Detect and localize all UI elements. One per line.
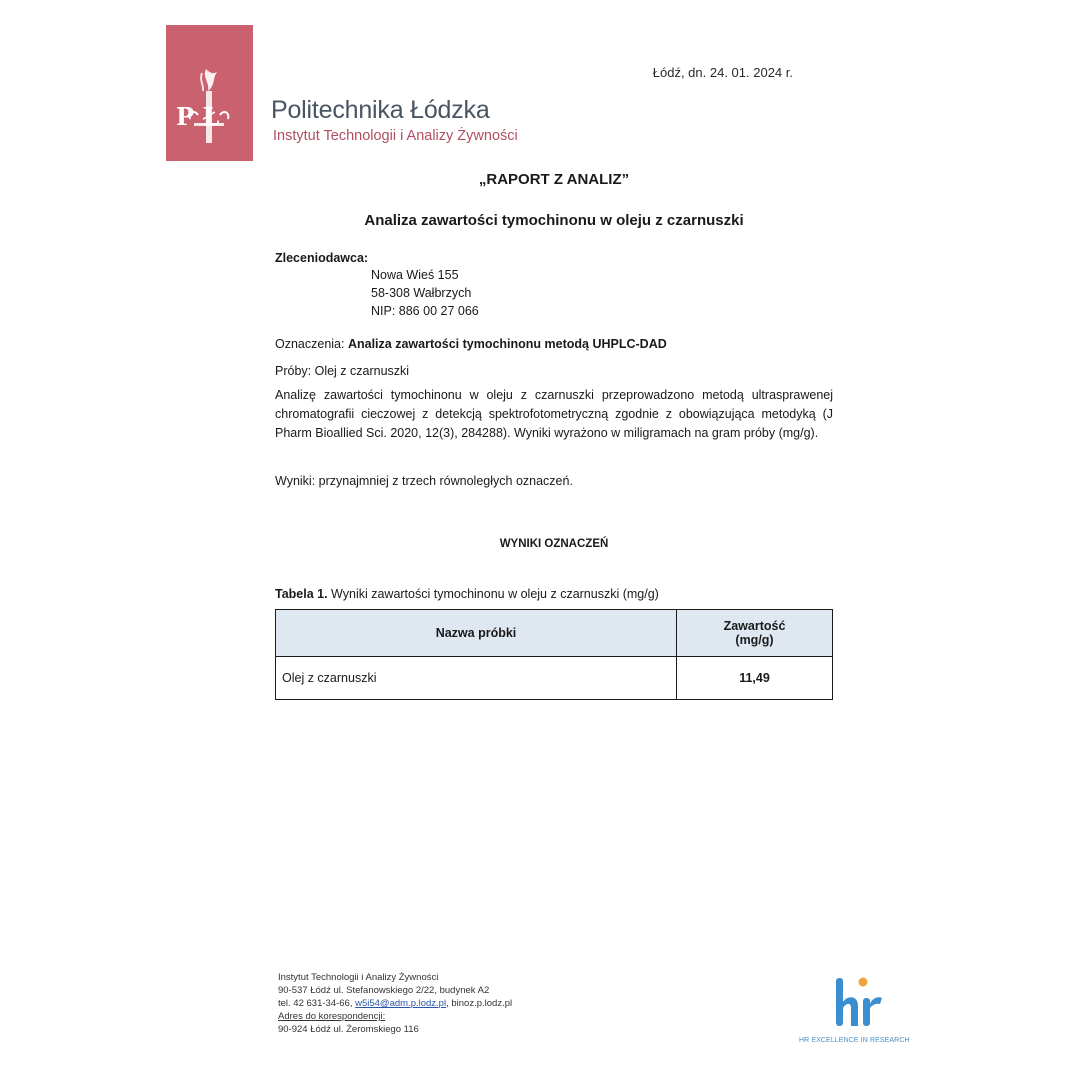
results-note: Wyniki: przynajmniej z trzech równoległych oznaczeń. xyxy=(275,474,573,488)
torch-emblem-icon xyxy=(166,25,253,161)
footer-institute: Instytut Technologii i Analizy Żywności xyxy=(278,972,439,983)
table-caption xyxy=(275,587,659,601)
sample-value-cell: 11,49 xyxy=(677,657,833,700)
hr-excellence-logo-icon xyxy=(826,972,886,1032)
footer-phone: tel. 42 631-34-66, xyxy=(278,998,356,1009)
sample-name-cell: Olej z czarnuszki xyxy=(276,657,677,700)
hr-caption: HR EXCELLENCE IN RESEARCH xyxy=(799,1037,910,1044)
client-street: Nowa Wieś 155 xyxy=(371,268,459,282)
results-table xyxy=(275,609,833,700)
table-caption-text: Wyniki zawartości tymochinonu w oleju z czarnuszki (mg/g) xyxy=(327,587,659,601)
samples-line: Próby: Olej z czarnuszki xyxy=(275,364,410,378)
results-heading: WYNIKI OZNACZEŃ xyxy=(499,538,609,550)
footer-contact xyxy=(278,971,512,1036)
organization-subtitle: Instytut Technologii i Analizy Żywności xyxy=(273,128,518,144)
designation-label: Oznaczenia: xyxy=(275,337,348,351)
table-row xyxy=(276,657,833,700)
organization-name: Politechnika Łódzka xyxy=(271,96,490,124)
client-city: 58-308 Wałbrzych xyxy=(371,286,472,300)
footer-correspondence-address: 90-924 Łódź ul. Żeromskiego 116 xyxy=(278,1024,419,1035)
method-paragraph: Analizę zawartości tymochinonu w oleju z czarnuszki przeprowadzono metodą ultrasprawenej chromatografii cieczowej z detekcją spektrofotometryczną zgodnie z obowiązująca metodyką (J Pharm Bioallied Sci. 2020, 12(3), 284288). Wyniki wyrażono w miligramach na gram próby (mg/g). xyxy=(275,388,833,440)
table-caption-label: Tabela 1. xyxy=(275,587,328,601)
footer-address: 90-537 Łódź ul. Stefanowskiego 2/22, budynek A2 xyxy=(278,985,490,996)
column-header-content-line2: (mg/g) xyxy=(735,633,774,647)
logo-letter-p: P Ł xyxy=(176,102,220,131)
designation xyxy=(275,337,667,351)
table-header-row xyxy=(276,610,833,657)
footer-email-link[interactable]: w5i54@adm.p.lodz.pl xyxy=(355,998,447,1009)
column-header-content xyxy=(677,610,833,657)
designation-value: Analiza zawartości tymochinonu metodą UHPLC-DAD xyxy=(347,337,667,351)
footer-correspondence-label: Adres do korespondencji: xyxy=(278,1011,386,1022)
client-label: Zleceniodawca: xyxy=(275,251,369,265)
university-logo xyxy=(166,25,253,161)
analysis-title: Analiza zawartości tymochinonu w oleju z czarnuszki xyxy=(364,212,744,229)
column-header-sample-name: Nazwa próbki xyxy=(276,610,677,657)
client-nip: NIP: 886 00 27 066 xyxy=(371,304,479,318)
footer-website: , binoz.p.lodz.pl xyxy=(446,998,513,1009)
report-title: „RAPORT Z ANALIZ” xyxy=(478,171,630,188)
document-date: Łódź, dn. 24. 01. 2024 r. xyxy=(652,65,793,80)
column-header-content-line1: Zawartość xyxy=(723,619,786,633)
footer-contact-line xyxy=(278,997,512,1010)
client-address xyxy=(371,266,479,320)
